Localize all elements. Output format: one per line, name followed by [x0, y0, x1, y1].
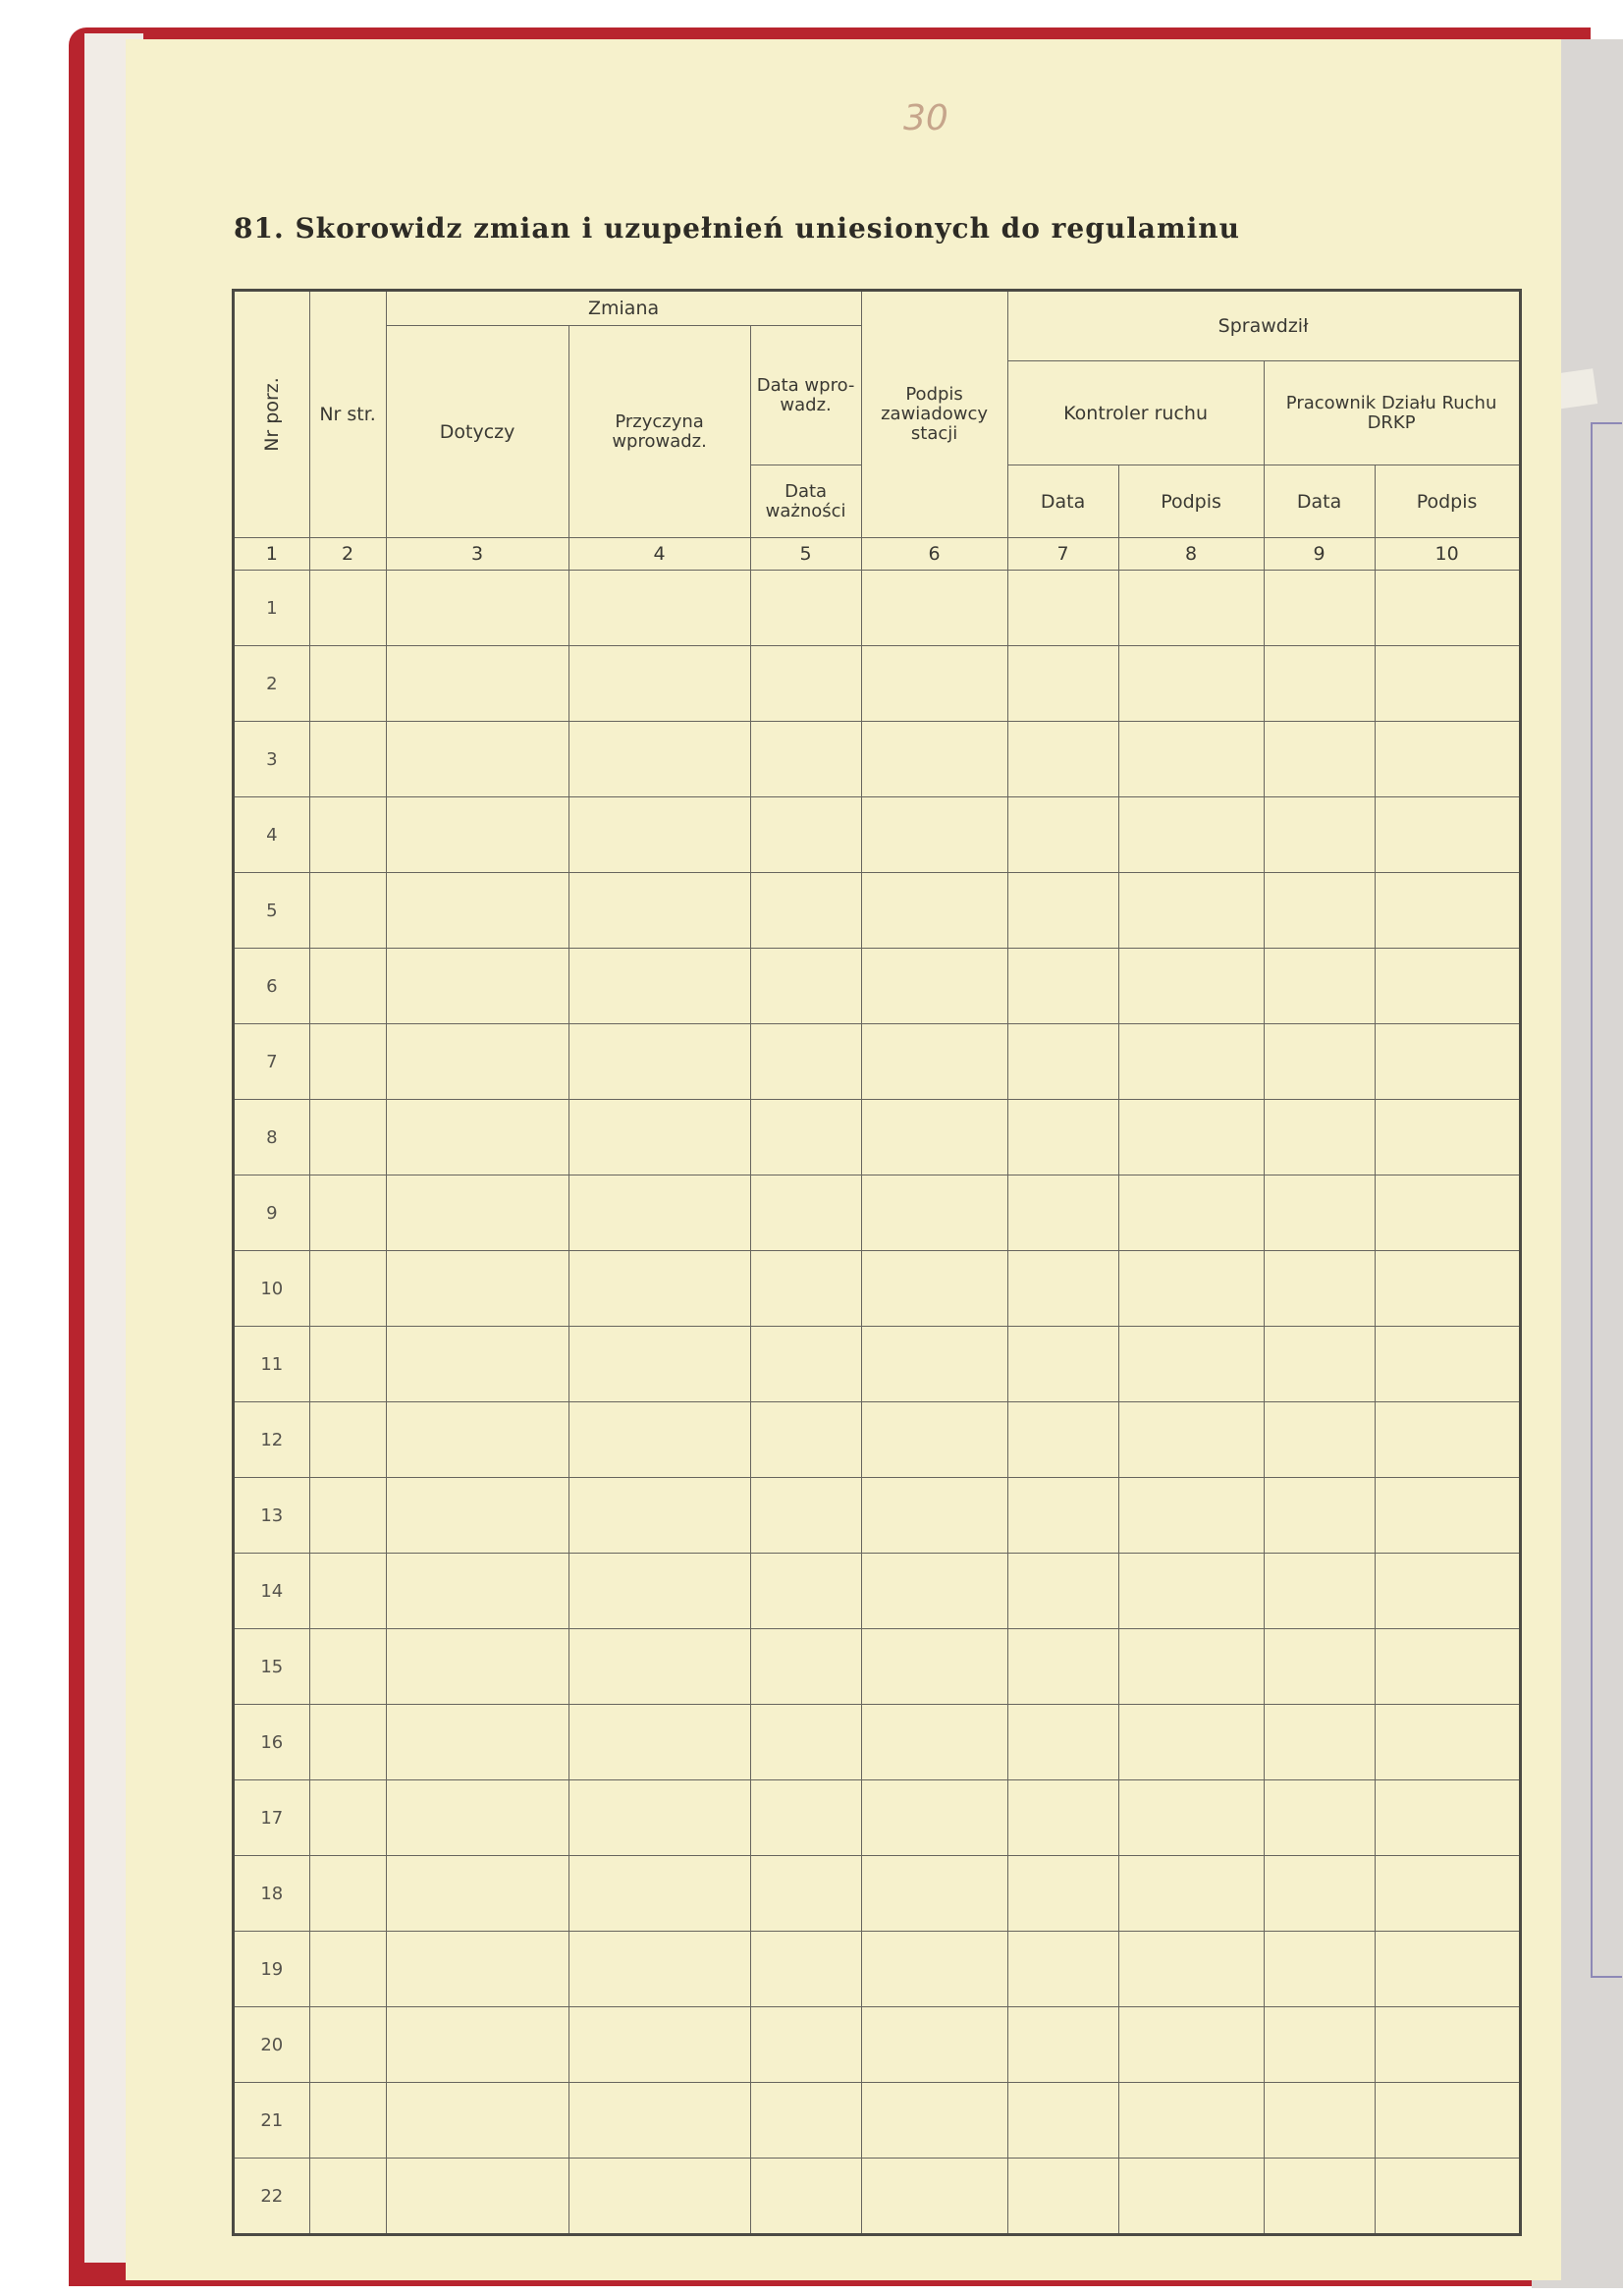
entry-cell[interactable]	[861, 949, 1007, 1024]
row-number: 4	[234, 797, 310, 873]
entry-cell[interactable]	[1264, 2083, 1375, 2159]
entry-cell[interactable]	[386, 722, 568, 797]
entry-cell[interactable]	[309, 646, 386, 722]
entry-cell[interactable]	[568, 1780, 750, 1856]
entry-cell[interactable]	[386, 1554, 568, 1629]
entry-cell[interactable]	[750, 1629, 861, 1705]
entry-cell[interactable]	[1375, 1932, 1520, 2007]
entry-cell[interactable]	[1007, 1554, 1118, 1629]
column-number-row	[234, 538, 1521, 571]
column-number: 3	[386, 538, 568, 571]
entry-cell[interactable]	[861, 1478, 1007, 1554]
entry-cell[interactable]	[1375, 949, 1520, 1024]
entry-cell[interactable]	[1007, 1705, 1118, 1780]
header-kontroler-ruchu: Kontroler ruchu	[1007, 361, 1264, 465]
entry-cell[interactable]	[750, 571, 861, 646]
entry-cell[interactable]	[1375, 722, 1520, 797]
row-number: 5	[234, 873, 310, 949]
header-sprawdzil: Sprawdził	[1007, 291, 1520, 361]
row-number: 14	[234, 1554, 310, 1629]
row-number: 6	[234, 949, 310, 1024]
entry-cell[interactable]	[750, 1780, 861, 1856]
entry-cell[interactable]	[861, 2007, 1007, 2083]
row-number: 16	[234, 1705, 310, 1780]
entry-cell[interactable]	[1375, 571, 1520, 646]
entry-cell[interactable]	[1118, 1327, 1264, 1402]
entry-cell[interactable]	[861, 1175, 1007, 1251]
entry-cell[interactable]	[386, 1932, 568, 2007]
entry-cell[interactable]	[1007, 646, 1118, 722]
entry-cell[interactable]	[309, 1932, 386, 2007]
row-number: 9	[234, 1175, 310, 1251]
entry-cell[interactable]	[1118, 1856, 1264, 1932]
entry-cell[interactable]	[750, 873, 861, 949]
entry-cell[interactable]	[1375, 1478, 1520, 1554]
table-row	[234, 1856, 1521, 1932]
entry-cell[interactable]	[861, 1402, 1007, 1478]
entry-cell[interactable]	[1375, 1629, 1520, 1705]
table-body	[234, 571, 1521, 2235]
entry-cell[interactable]	[861, 1251, 1007, 1327]
header-pracownik-podpis: Podpis	[1375, 465, 1520, 538]
entry-cell[interactable]	[1007, 949, 1118, 1024]
entry-cell[interactable]	[861, 1100, 1007, 1175]
entry-cell[interactable]	[1007, 1932, 1118, 2007]
column-number: 4	[568, 538, 750, 571]
entry-cell[interactable]	[1118, 1629, 1264, 1705]
row-number: 10	[234, 1251, 310, 1327]
table-row	[234, 2007, 1521, 2083]
table-row	[234, 646, 1521, 722]
entry-cell[interactable]	[1264, 797, 1375, 873]
entry-cell[interactable]	[861, 1629, 1007, 1705]
entry-cell[interactable]	[568, 722, 750, 797]
entry-cell[interactable]	[309, 1780, 386, 1856]
entry-cell[interactable]	[1007, 722, 1118, 797]
row-number: 18	[234, 1856, 310, 1932]
header-data-waznosci: Data ważności	[750, 465, 861, 538]
entry-cell[interactable]	[309, 1705, 386, 1780]
entry-cell[interactable]	[1007, 1327, 1118, 1402]
entry-cell[interactable]	[1264, 1478, 1375, 1554]
entry-cell[interactable]	[568, 873, 750, 949]
entry-cell[interactable]	[1118, 2159, 1264, 2235]
entry-cell[interactable]	[750, 1402, 861, 1478]
entry-cell[interactable]	[750, 2007, 861, 2083]
table-row	[234, 1554, 1521, 1629]
entry-cell[interactable]	[1264, 1780, 1375, 1856]
entry-cell[interactable]	[1007, 1856, 1118, 1932]
entry-cell[interactable]	[309, 1327, 386, 1402]
entry-cell[interactable]	[1375, 797, 1520, 873]
entry-cell[interactable]	[1007, 1175, 1118, 1251]
entry-cell[interactable]	[1264, 571, 1375, 646]
entry-cell[interactable]	[568, 2159, 750, 2235]
row-number: 1	[234, 571, 310, 646]
entry-cell[interactable]	[568, 1856, 750, 1932]
table-row	[234, 571, 1521, 646]
entry-cell[interactable]	[309, 1251, 386, 1327]
entry-cell[interactable]	[1118, 797, 1264, 873]
entry-cell[interactable]	[386, 1327, 568, 1402]
entry-cell[interactable]	[568, 2007, 750, 2083]
entry-cell[interactable]	[1375, 2007, 1520, 2083]
entry-cell[interactable]	[1007, 1629, 1118, 1705]
entry-cell[interactable]	[1264, 1327, 1375, 1402]
table-row	[234, 1100, 1521, 1175]
entry-cell[interactable]	[1007, 1100, 1118, 1175]
entry-cell[interactable]	[309, 2159, 386, 2235]
entry-cell[interactable]	[1007, 571, 1118, 646]
entry-cell[interactable]	[386, 949, 568, 1024]
entry-cell[interactable]	[568, 1100, 750, 1175]
table-row	[234, 2083, 1521, 2159]
row-number: 22	[234, 2159, 310, 2235]
entry-cell[interactable]	[568, 797, 750, 873]
entry-cell[interactable]	[386, 1629, 568, 1705]
entry-cell[interactable]	[568, 1024, 750, 1100]
table-row	[234, 949, 1521, 1024]
entry-cell[interactable]	[1264, 1705, 1375, 1780]
table-row	[234, 1402, 1521, 1478]
header-podpis-zawiadowcy: Podpis zawiadowcy stacji	[861, 291, 1007, 538]
entry-cell[interactable]	[1264, 646, 1375, 722]
table-row	[234, 1251, 1521, 1327]
header-dotyczy: Dotyczy	[386, 326, 568, 538]
entry-cell[interactable]	[750, 797, 861, 873]
entry-cell[interactable]	[386, 1100, 568, 1175]
entry-cell[interactable]	[1118, 1024, 1264, 1100]
row-number: 19	[234, 1932, 310, 2007]
column-number: 10	[1375, 538, 1520, 571]
entry-cell[interactable]	[1007, 2007, 1118, 2083]
table-row	[234, 2159, 1521, 2235]
table-row	[234, 1932, 1521, 2007]
table-row	[234, 1175, 1521, 1251]
entry-cell[interactable]	[1007, 873, 1118, 949]
entry-cell[interactable]	[861, 1780, 1007, 1856]
header-przyczyna: Przyczyna wprowadz.	[568, 326, 750, 538]
entry-cell[interactable]	[309, 797, 386, 873]
entry-cell[interactable]	[1118, 1402, 1264, 1478]
column-number: 1	[234, 538, 310, 571]
entry-cell[interactable]	[568, 1478, 750, 1554]
entry-cell[interactable]	[1264, 1932, 1375, 2007]
entry-cell[interactable]	[1118, 722, 1264, 797]
column-number: 6	[861, 538, 1007, 571]
entry-cell[interactable]	[1375, 2083, 1520, 2159]
entry-cell[interactable]	[309, 1478, 386, 1554]
entry-cell[interactable]	[1264, 873, 1375, 949]
entry-cell[interactable]	[1264, 2007, 1375, 2083]
entry-cell[interactable]	[309, 1175, 386, 1251]
entry-cell[interactable]	[1007, 2083, 1118, 2159]
entry-cell[interactable]	[1264, 2159, 1375, 2235]
entry-cell[interactable]	[750, 1024, 861, 1100]
entry-cell[interactable]	[568, 2083, 750, 2159]
table-row	[234, 1024, 1521, 1100]
entry-cell[interactable]	[309, 873, 386, 949]
entry-cell[interactable]	[568, 1705, 750, 1780]
row-number: 8	[234, 1100, 310, 1175]
entry-cell[interactable]	[1264, 1100, 1375, 1175]
entry-cell[interactable]	[386, 1780, 568, 1856]
entry-cell[interactable]	[386, 571, 568, 646]
entry-cell[interactable]	[1118, 571, 1264, 646]
entry-cell[interactable]	[1118, 1100, 1264, 1175]
entry-cell[interactable]	[1118, 1251, 1264, 1327]
row-number: 21	[234, 2083, 310, 2159]
row-number: 12	[234, 1402, 310, 1478]
row-number: 15	[234, 1629, 310, 1705]
entry-cell[interactable]	[1007, 1024, 1118, 1100]
entry-cell[interactable]	[386, 1251, 568, 1327]
entry-cell[interactable]	[1264, 1629, 1375, 1705]
entry-cell[interactable]	[861, 2083, 1007, 2159]
table-row	[234, 1327, 1521, 1402]
entry-cell[interactable]	[386, 1024, 568, 1100]
header-data-wprowadz: Data wpro-wadz.	[750, 326, 861, 465]
entry-cell[interactable]	[1118, 949, 1264, 1024]
entry-cell[interactable]	[309, 1024, 386, 1100]
header-pracownik-dzialu: Pracownik Działu Ruchu DRKP	[1264, 361, 1520, 465]
entry-cell[interactable]	[568, 646, 750, 722]
column-number: 7	[1007, 538, 1118, 571]
entry-cell[interactable]	[861, 571, 1007, 646]
table-row	[234, 1780, 1521, 1856]
header-nr-str: Nr str.	[309, 291, 386, 538]
entry-cell[interactable]	[568, 1327, 750, 1402]
entry-cell[interactable]	[1007, 1780, 1118, 1856]
entry-cell[interactable]	[386, 1402, 568, 1478]
table-row	[234, 873, 1521, 949]
entry-cell[interactable]	[309, 2083, 386, 2159]
entry-cell[interactable]	[1118, 1554, 1264, 1629]
entry-cell[interactable]	[861, 1554, 1007, 1629]
table-row	[234, 1705, 1521, 1780]
entry-cell[interactable]	[1118, 2083, 1264, 2159]
entry-cell[interactable]	[861, 1705, 1007, 1780]
entry-cell[interactable]	[750, 1478, 861, 1554]
table-row	[234, 1478, 1521, 1554]
entry-cell[interactable]	[750, 1554, 861, 1629]
entry-cell[interactable]	[386, 1705, 568, 1780]
entry-cell[interactable]	[1264, 1554, 1375, 1629]
entry-cell[interactable]	[568, 1175, 750, 1251]
entry-cell[interactable]	[568, 1629, 750, 1705]
entry-cell[interactable]	[1007, 1478, 1118, 1554]
entry-cell[interactable]	[861, 797, 1007, 873]
row-number: 11	[234, 1327, 310, 1402]
entry-cell[interactable]	[1375, 873, 1520, 949]
entry-cell[interactable]	[861, 722, 1007, 797]
entry-cell[interactable]	[861, 646, 1007, 722]
entry-cell[interactable]	[386, 2159, 568, 2235]
entry-cell[interactable]	[386, 1175, 568, 1251]
row-number: 17	[234, 1780, 310, 1856]
entry-cell[interactable]	[1264, 1251, 1375, 1327]
entry-cell[interactable]	[568, 1251, 750, 1327]
entry-cell[interactable]	[386, 1478, 568, 1554]
entry-cell[interactable]	[750, 1100, 861, 1175]
entry-cell[interactable]	[1375, 1780, 1520, 1856]
entry-cell[interactable]	[1375, 1554, 1520, 1629]
entry-cell[interactable]	[1264, 1856, 1375, 1932]
entry-cell[interactable]	[1007, 797, 1118, 873]
entry-cell[interactable]	[386, 2083, 568, 2159]
entry-cell[interactable]	[861, 873, 1007, 949]
header-kontroler-podpis: Podpis	[1118, 465, 1264, 538]
entry-cell[interactable]	[1007, 2159, 1118, 2235]
entry-cell[interactable]	[386, 873, 568, 949]
entry-cell[interactable]	[1375, 1402, 1520, 1478]
entry-cell[interactable]	[386, 797, 568, 873]
entry-cell[interactable]	[750, 1251, 861, 1327]
entry-cell[interactable]	[309, 1100, 386, 1175]
table-row	[234, 1629, 1521, 1705]
register-table	[232, 289, 1522, 2236]
entry-cell[interactable]	[1375, 1175, 1520, 1251]
entry-cell[interactable]	[386, 2007, 568, 2083]
column-number: 2	[309, 538, 386, 571]
table-row	[234, 797, 1521, 873]
entry-cell[interactable]	[386, 646, 568, 722]
entry-cell[interactable]	[750, 2083, 861, 2159]
entry-cell[interactable]	[1375, 2159, 1520, 2235]
entry-cell[interactable]	[750, 1175, 861, 1251]
entry-cell[interactable]	[1118, 1175, 1264, 1251]
entry-cell[interactable]	[309, 1629, 386, 1705]
row-number: 13	[234, 1478, 310, 1554]
table-row	[234, 722, 1521, 797]
entry-cell[interactable]	[568, 949, 750, 1024]
page-number: 30	[903, 98, 948, 138]
entry-cell[interactable]	[750, 646, 861, 722]
entry-cell[interactable]	[309, 949, 386, 1024]
column-number: 5	[750, 538, 861, 571]
entry-cell[interactable]	[1264, 1402, 1375, 1478]
entry-cell[interactable]	[861, 1024, 1007, 1100]
entry-cell[interactable]	[309, 1402, 386, 1478]
column-number: 8	[1118, 538, 1264, 571]
entry-cell[interactable]	[861, 1327, 1007, 1402]
entry-cell[interactable]	[750, 722, 861, 797]
entry-cell[interactable]	[1375, 1705, 1520, 1780]
entry-cell[interactable]	[1118, 1478, 1264, 1554]
entry-cell[interactable]	[1375, 1024, 1520, 1100]
entry-cell[interactable]	[568, 571, 750, 646]
entry-cell[interactable]	[1264, 1024, 1375, 1100]
entry-cell[interactable]	[309, 571, 386, 646]
entry-cell[interactable]	[568, 1932, 750, 2007]
entry-cell[interactable]	[1118, 1780, 1264, 1856]
row-number: 7	[234, 1024, 310, 1100]
entry-cell[interactable]	[1375, 1327, 1520, 1402]
entry-cell[interactable]	[861, 1856, 1007, 1932]
entry-cell[interactable]	[1375, 1100, 1520, 1175]
entry-cell[interactable]	[386, 1856, 568, 1932]
page-title: 81. Skorowidz zmian i uzupełnień uniesionych do regulaminu	[234, 212, 1240, 245]
header-pracownik-data: Data	[1264, 465, 1375, 538]
entry-cell[interactable]	[1264, 722, 1375, 797]
entry-cell[interactable]	[1375, 1856, 1520, 1932]
row-number: 2	[234, 646, 310, 722]
entry-cell[interactable]	[1118, 1932, 1264, 2007]
entry-cell[interactable]	[750, 1856, 861, 1932]
entry-cell[interactable]	[1007, 1251, 1118, 1327]
row-number: 3	[234, 722, 310, 797]
entry-cell[interactable]	[750, 1327, 861, 1402]
entry-cell[interactable]	[309, 2007, 386, 2083]
entry-cell[interactable]	[568, 1402, 750, 1478]
header-kontroler-data: Data	[1007, 465, 1118, 538]
entry-cell[interactable]	[1118, 2007, 1264, 2083]
entry-cell[interactable]	[1118, 873, 1264, 949]
entry-cell[interactable]	[309, 1554, 386, 1629]
entry-cell[interactable]	[1118, 646, 1264, 722]
entry-cell[interactable]	[750, 949, 861, 1024]
entry-cell[interactable]	[1375, 1251, 1520, 1327]
column-number: 9	[1264, 538, 1375, 571]
entry-cell[interactable]	[1264, 949, 1375, 1024]
entry-cell[interactable]	[750, 1705, 861, 1780]
entry-cell[interactable]	[1375, 646, 1520, 722]
header-nr-porz: Nr porz.	[234, 291, 310, 538]
entry-cell[interactable]	[309, 1856, 386, 1932]
entry-cell[interactable]	[1118, 1705, 1264, 1780]
entry-cell[interactable]	[1264, 1175, 1375, 1251]
entry-cell[interactable]	[568, 1554, 750, 1629]
entry-cell[interactable]	[309, 722, 386, 797]
header-zmiana: Zmiana	[386, 291, 861, 326]
entry-cell[interactable]	[750, 1932, 861, 2007]
entry-cell[interactable]	[861, 1932, 1007, 2007]
entry-cell[interactable]	[750, 2159, 861, 2235]
row-number: 20	[234, 2007, 310, 2083]
entry-cell[interactable]	[1007, 1402, 1118, 1478]
entry-cell[interactable]	[861, 2159, 1007, 2235]
